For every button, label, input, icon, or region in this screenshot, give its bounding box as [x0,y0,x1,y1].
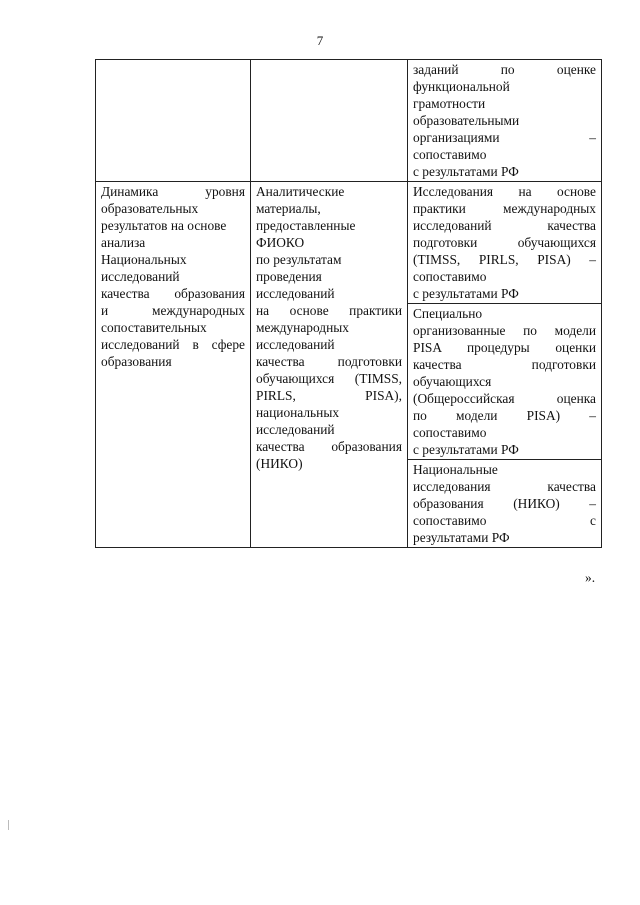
text-line: по модели PISA) – [413,408,596,423]
text-line: с результатами РФ [413,286,519,301]
row1-col2-cell [251,60,408,182]
row1-col3-cell [408,60,602,182]
table-row [96,60,602,182]
page-number: 7 [316,33,324,48]
results-table [95,59,602,548]
text-line: анализа [101,235,146,250]
text-line: предоставленные [256,218,356,233]
text-line: заданий по оценке [413,62,596,77]
research-cell-niko [408,460,602,548]
text-line: сопоставимо с [413,513,596,528]
text-line: ФИОКО [256,235,305,250]
table-row [96,182,602,304]
text-line: Национальные [413,462,498,477]
text-line: исследования качества [413,479,596,494]
text-line: национальных [256,405,340,420]
text-line: PIRLS, PISA), [256,388,402,403]
text-line: на основе практики [256,303,402,318]
text-line: образовательными [413,113,520,128]
text-line: сопоставимо [413,269,487,284]
text-line: международных [256,320,349,335]
text-line: сопоставимо [413,147,487,162]
text-line: PISA процедуры оценки [413,340,596,355]
text-line: (Общероссийская оценка [413,391,596,406]
text-line: Динамика уровня [101,184,245,199]
text-line: исследований [256,337,335,352]
text-line: функциональной [413,79,510,94]
text-line: и международных [101,303,245,318]
text-line: результатов на основе [101,218,227,233]
text-line: Аналитические [256,184,345,199]
text-line: исследований [256,286,335,301]
text-line: практики международных [413,201,596,216]
text-line: образования [101,354,172,369]
text-line: с результатами РФ [413,442,519,457]
text-line: организациями – [413,130,596,145]
text-line: Специально [413,306,483,321]
text-line: сопоставимо [413,425,487,440]
closing-quote-mark: ». [585,570,596,585]
text-line: исследований в сфере [101,337,245,352]
text-line: Национальных [101,252,187,267]
research-cell-pisa [408,304,602,460]
text-line: организованные по модели [413,323,596,338]
source-cell [251,182,408,548]
text-line: материалы, [256,201,321,216]
text-line: с результатами РФ [413,164,519,179]
indicator-cell [96,182,251,548]
text-line: грамотности [413,96,486,111]
text-line: сопоставительных [101,320,207,335]
row1-col1-cell [96,60,251,182]
text-line: образовательных [101,201,199,216]
text-line: исследований качества [413,218,596,233]
text-line: Исследования на основе [413,184,596,199]
text-line: обучающихся [413,374,492,389]
text-line: обучающихся (TIMSS, [256,371,402,386]
text-line: образования (НИКО) – [413,496,596,511]
text-line: исследований [101,269,180,284]
research-cell-international [408,182,602,304]
text-line: качества подготовки [413,357,596,372]
scan-artifact [8,820,9,830]
text-line: исследований [256,422,335,437]
text-line: качества подготовки [256,354,402,369]
text-line: по результатам [256,252,342,267]
text-line: качества образования [101,286,245,301]
text-line: (НИКО) [256,456,303,471]
text-line: (TIMSS, PIRLS, PISA) – [413,252,596,267]
text-line: проведения [256,269,322,284]
text-line: качества образования [256,439,402,454]
text-line: подготовки обучающихся [413,235,596,250]
text-line: результатами РФ [413,530,510,545]
